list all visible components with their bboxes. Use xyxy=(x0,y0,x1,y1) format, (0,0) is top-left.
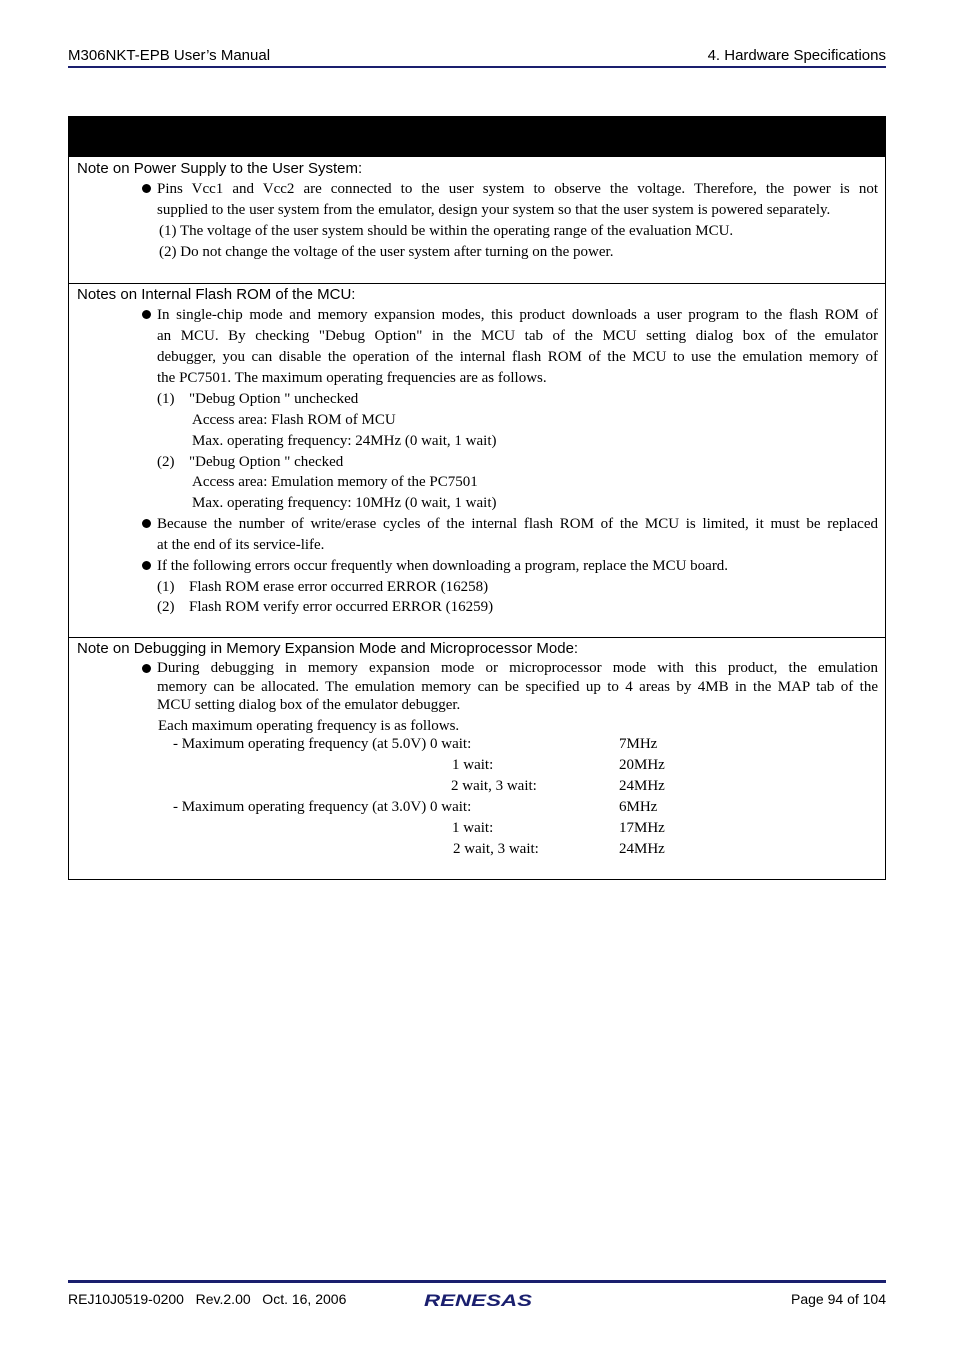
wait-label: 1 wait: xyxy=(452,757,494,773)
paragraph-line: an MCU. By checking "Debug Option" in the MCU tab of the MCU setting dialog box of the emulator xyxy=(157,328,878,344)
list-item: (2) Do not change the voltage of the user system after turning on the power. xyxy=(159,244,614,260)
option-label: "Debug Option " checked xyxy=(189,454,344,470)
paragraph-line: at the end of its service-life. xyxy=(157,537,325,553)
frequency-value: 20MHz xyxy=(619,757,665,773)
list-item: (1) The voltage of the user system should be within the operating range of the evaluation MCU. xyxy=(159,223,734,239)
paragraph-line: memory can be allocated. The emulation memory can be specified up to 4 areas by 4MB in the MAP tab of the xyxy=(157,679,878,695)
option-number: (2) xyxy=(157,454,175,470)
renesas-logo xyxy=(422,1289,534,1311)
header-rule xyxy=(68,66,886,68)
page-number: Page 94 of 104 xyxy=(791,1291,886,1307)
paragraph-line: Because the number of write/erase cycles of the internal flash ROM of the MCU is limited, it must be replaced xyxy=(157,516,878,532)
bullet-icon xyxy=(142,561,151,570)
error-item: Flash ROM erase error occurred ERROR (16258) xyxy=(189,579,489,595)
bullet-icon xyxy=(142,310,151,319)
paragraph-line: Pins Vcc1 and Vcc2 are connected to the user system to observe the voltage. Therefore, the power is not xyxy=(157,181,878,197)
bullet-icon xyxy=(142,664,151,673)
option-number: (1) xyxy=(157,391,175,407)
error-item: Flash ROM verify error occurred ERROR (16259) xyxy=(189,599,494,615)
bullet-icon xyxy=(142,519,151,528)
wait-label: 2 wait, 3 wait: xyxy=(451,778,537,794)
paragraph-line: Each maximum operating frequency is as follows. xyxy=(158,718,460,734)
frequency-value: 24MHz xyxy=(619,841,665,857)
page-header xyxy=(68,47,886,67)
document-id: REJ10J0519-0200 Rev.2.00 Oct. 16, 2006 xyxy=(68,1291,347,1307)
wait-label: 2 wait, 3 wait: xyxy=(453,841,539,857)
frequency-value: 17MHz xyxy=(619,820,665,836)
frequency-value: 6MHz xyxy=(619,799,658,815)
wait-label: 1 wait: xyxy=(452,820,494,836)
logo-text: RENESAS xyxy=(424,1291,533,1310)
debugging-section xyxy=(68,638,886,879)
paragraph-line: MCU setting dialog box of the emulator debugger. xyxy=(157,697,461,713)
option-detail: Access area: Emulation memory of the PC7501 xyxy=(192,474,478,490)
flash-rom-section xyxy=(68,284,886,637)
paragraph-line: In single-chip mode and memory expansion modes, this product downloads a user program to the flash ROM of xyxy=(157,307,878,323)
frequency-group-label: - Maximum operating frequency (at 3.0V) 0 wait: xyxy=(173,799,472,815)
option-detail: Max. operating frequency: 24MHz (0 wait, 1 wait) xyxy=(192,433,497,449)
frequency-value: 24MHz xyxy=(619,778,665,794)
option-detail: Max. operating frequency: 10MHz (0 wait, 1 wait) xyxy=(192,495,497,511)
section-title: Notes on Internal Flash ROM of the MCU: xyxy=(77,286,356,303)
note-title-bar xyxy=(68,116,886,157)
section-title: Note on Debugging in Memory Expansion Mode and Microprocessor Mode: xyxy=(77,640,579,657)
paragraph-line: supplied to the user system from the emulator, design your system so that the user system is powered separately. xyxy=(157,202,831,218)
box-bottom-border xyxy=(68,879,886,880)
chapter-title: 4. Hardware Specifications xyxy=(707,47,886,64)
frequency-value: 7MHz xyxy=(619,736,658,752)
option-detail: Access area: Flash ROM of MCU xyxy=(192,412,396,428)
paragraph-line: During debugging in memory expansion mode or microprocessor mode with this product, the emulation xyxy=(157,660,878,676)
manual-title: M306NKT-EPB User’s Manual xyxy=(68,47,271,64)
paragraph-line: the PC7501. The maximum operating frequencies are as follows. xyxy=(157,370,547,386)
error-number: (2) xyxy=(157,599,175,615)
bullet-icon xyxy=(142,184,151,193)
error-number: (1) xyxy=(157,579,175,595)
paragraph-line: debugger, you can disable the operation of the internal flash ROM of the MCU to use the emulation memory of xyxy=(157,349,878,365)
paragraph-line: If the following errors occur frequently when downloading a program, replace the MCU board. xyxy=(157,558,729,574)
section-title: Note on Power Supply to the User System: xyxy=(77,160,363,177)
option-label: "Debug Option " unchecked xyxy=(189,391,359,407)
frequency-group-label: - Maximum operating frequency (at 5.0V) 0 wait: xyxy=(173,736,472,752)
footer-rule xyxy=(68,1280,886,1283)
power-supply-section xyxy=(68,157,886,283)
